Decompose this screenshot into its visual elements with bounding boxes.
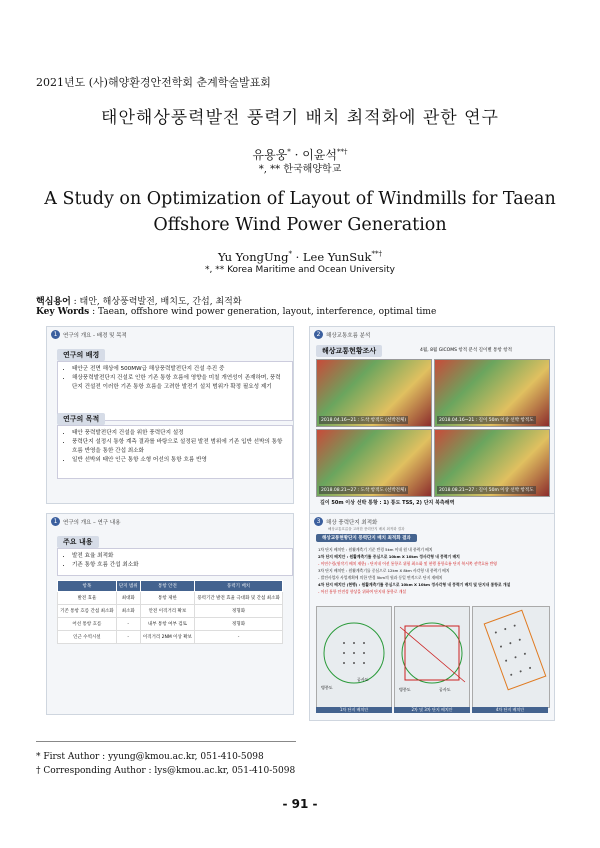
traffic-footer: 길이 50m 이상 선박 통항 : 1) 통도 TSS, 2) 단지 북측해역 — [320, 500, 455, 506]
objective-title: 연구의 목적 — [57, 413, 105, 425]
panel-header: 2 해상교통흐름 분석 — [314, 330, 370, 339]
optimization-lines: 1차 단지 배치안 : 원활계측기 기준 반경 5km 이내 원 내 풍력기 배치 2차 단지 배치안 : 원활계측기를 중심으로 10km X 10km 정사각형 내 풍력기 배치 - 이연수림(원작기 배치 제한) : 단지내 어선 통항로 위험 최소화 및 현행 통항흐름 단지 북서쪽 선박흐름 반영 3차 단지 배치안 : 원활계측기를 중심으로 12km X 8km 사각형 내 풍력기 배치 - 발전사업자 사업계획에 의한 반경 5km의 원과 동일 면적으로 단지 재배치 4차 단지 배치안 (현행) : 원활계측기를 중심으로 10km X 10km 정사각형 내 풍력기 배치 및 단지내 통항로 개설 - 어선 통항 안전성 향상을 위하여 단지내 통항로 개설 — [318, 547, 511, 594]
footnote-first-author: * First Author : yyung@kmou.ac.kr, 051-410-5098 — [36, 752, 264, 762]
panel-header: 3 해상 풍력단지 최적화 — [314, 517, 377, 526]
track-map-image: 2018.04.16~21 : 길이 50m 이상 선박 항적도 — [434, 359, 550, 427]
affiliation-english: *, ** Korea Maritime and Ocean University — [205, 265, 395, 275]
footnote-corresponding-author: † Corresponding Author : lys@kmou.ac.kr, 051-410-5098 — [36, 766, 296, 776]
title-english: A Study on Optimization of Layout of Windmills for Taean Offshore Wind Power Generation — [44, 189, 556, 235]
map-label-bar: 1차 단지 배치안 2차 및 3차 단지 배치안 4차 단지 배치안 — [316, 707, 548, 713]
conference-name: 2021년도 (사)해양환경안전학회 춘계학술발표회 — [36, 76, 271, 89]
poster-panel-contents — [46, 513, 294, 715]
panel-header: 1 연구의 개요 - 배경 및 목적 — [51, 330, 127, 339]
main-contents-title: 주요 내용 — [57, 536, 99, 548]
affiliation-korean: *, ** 한국해양학교 — [258, 164, 342, 175]
table-row: 기존 통항 흐름 간섭 최소화 최소화 안전 이격거리 확보 정형화 — [58, 605, 283, 618]
layout-map-3 — [472, 606, 550, 708]
track-map-image: 2018.08.21~27 : 도착 항적도 (선박전체) — [316, 429, 432, 497]
footnote-divider — [36, 741, 296, 742]
panel-header: 1 연구의 개요 – 연구 내용 — [51, 517, 121, 526]
track-map-image: 2018.04.16~21 : 도착 항적도 (선박전체) — [316, 359, 432, 427]
poster-panel-optimization — [309, 513, 555, 721]
objective-list: • 태안 풍력발전단지 건설을 위한 풍력단지 설정 • 풍력단지 설정시 통항 계측 결과를 바탕으로 설정된 발전 범위에 기존 입반 선박의 통항 흐름 반영을 통한 간섭 최소화 • 일반 선박외 태안 인근 통항 소형 어선의 통항 흐름 반영 — [57, 425, 293, 479]
poster-panel-traffic — [309, 326, 555, 514]
table-row: 인근 수역시설 - 이격거리 2NM 이상 확보 - — [58, 631, 283, 644]
authors-english: Yu YongUng* · Lee YunSuk**† — [218, 250, 382, 264]
traffic-note: 4월, 8월 GICOMS 항적 분석 길이별 통항 항적 — [420, 348, 512, 353]
keywords-english: Key Words : Taean, offshore wind power generation, layout, interference, optimal time — [36, 307, 437, 317]
main-contents-list: • 발전 효율 최적화 • 기존 통항 흐름 간섭 최소화 — [57, 548, 293, 576]
traffic-survey-tag: 해상교통현황조사 — [316, 345, 382, 357]
table-row: 어선 통항 흐름 - 내부 통항 여부 검토 정형화 — [58, 618, 283, 631]
background-list: • 태안군 전면 해상에 500MW급 해상풍력발전단지 건설 추진 중 • 해상풍력발전단지 건설로 인한 기존 통항 흐름에 영향을 미칠 개연성이 존재하며, 풍력단지 건설전 이러한 기존 통항 흐름을 고려한 발전기 설치 범위가 확정 필요성 제기 — [57, 361, 293, 421]
optimization-tag: 해상교통현황단지 풍력단지 배치 최적화 결과 — [316, 534, 417, 542]
background-title: 연구의 배경 — [57, 349, 105, 361]
table-row: 발전 효율 최대화 통항 제한 풍력기간 발전 효율 극대화 및 간섭 최소화 — [58, 592, 283, 605]
layout-map-2: 병풍도 공사도 — [394, 606, 470, 708]
contents-table: 항목 단지 범위 통항 안전 풍력기 배치 발전 효율 최대화 통항 제한 풍력기간 발전 효율 극대화 및 간섭 최소화 기존 통항 흐름 간섭 최소화 최소화 안전 이격거리 확보 정형화 어선 통항 흐름 - 내부 통항 여부 검토 정형화 인근 수역시설 - 이격거리 2NM 이상 확보 - — [57, 580, 283, 644]
keywords-korean: 핵심용어 : 태안, 해상풍력발전, 배치도, 간섭, 최적화 — [36, 297, 242, 307]
authors-korean: 유용웅* · 이윤석**† — [252, 148, 348, 162]
track-map-image: 2018.08.21~27 : 길이 50m 이상 선박 항적도 — [434, 429, 550, 497]
panel-subtitle: 해상교통흐름을 고려한 풍력단지 배치 최적화 결과 — [328, 527, 405, 531]
layout-map-1: 병풍도 공사도 — [316, 606, 392, 708]
title-korean: 태안해상풍력발전 풍력기 배치 최적화에 관한 연구 — [101, 108, 499, 128]
poster-panel-background — [46, 326, 294, 504]
page-number: - 91 - — [282, 797, 318, 811]
